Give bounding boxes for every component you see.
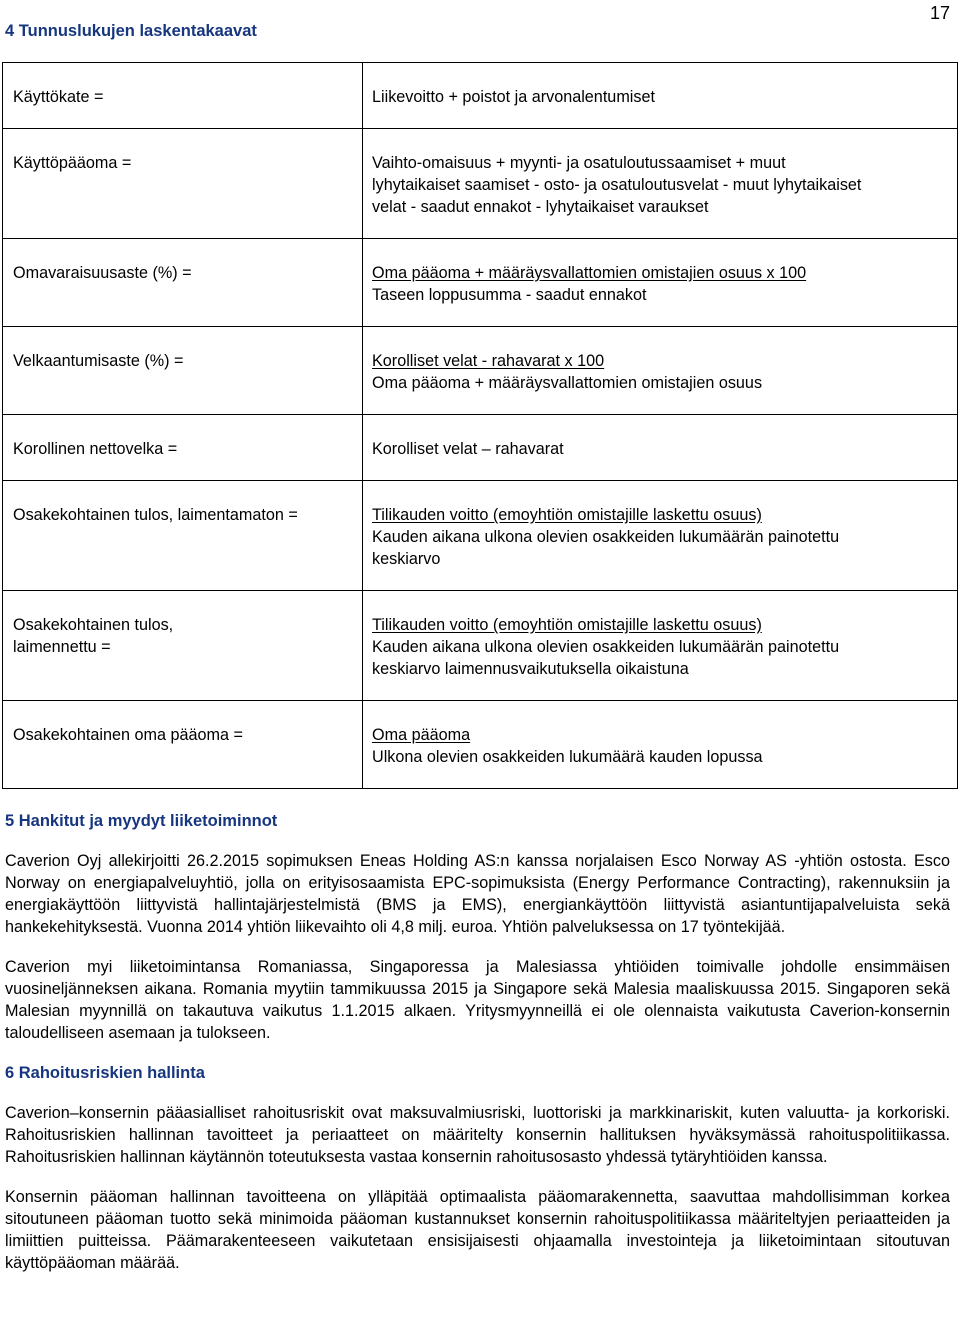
formula-definition-cell bbox=[363, 481, 958, 591]
formula-denominator: keskiarvo bbox=[372, 550, 441, 568]
section-4-heading: 4 Tunnuslukujen laskentakaavat bbox=[5, 22, 257, 40]
formula-label-cell bbox=[3, 239, 363, 327]
formula-definition-cell bbox=[363, 63, 958, 129]
body-text bbox=[5, 810, 950, 1292]
formula-label: Käyttökate = bbox=[13, 88, 104, 106]
formula-definition-cell bbox=[363, 701, 958, 789]
formula-definition-cell bbox=[363, 327, 958, 415]
section-6-paragraph-2: Konsernin pääoman hallinnan tavoitteena on ylläpitää optimaalista pääomarakennetta, saavuttaa mahdollisimman korkea sitoutuneen pääoman tuotto sekä minimoida pääoman kustannukset konsernin rahoituspolitiikassa määriteltyjen periaatteiden ja limiittien puitteissa. Päämarakenteeseen vaikutetaan ensisijaisesti ohjaamalla investointeja ja liiketoimintaan sitoutuvan käyttöpääoman määrää. bbox=[5, 1188, 950, 1272]
formula-row bbox=[3, 701, 958, 789]
formula-label-cell bbox=[3, 415, 363, 481]
section-6-heading: 6 Rahoitusriskien hallinta bbox=[5, 1064, 205, 1082]
formula-denominator: Kauden aikana ulkona olevien osakkeiden lukumäärän painotettu bbox=[372, 528, 840, 546]
formula-expression: Vaihto-omaisuus + myynti- ja osatuloutussaamiset + muut bbox=[372, 154, 786, 172]
formula-label: Velkaantumisaste (%) = bbox=[13, 352, 184, 370]
formula-row bbox=[3, 63, 958, 129]
section-5-paragraph-2: Caverion myi liiketoimintansa Romaniassa, Singaporessa ja Malesiassa yhtiöiden toimivalle johdolle ensimmäisen vuosineljänneksen aikana. Romania myytiin tammikuussa 2015 ja Singapore sekä Malesia maaliskuussa 2015. Singaporen sekä Malesian myynnillä on takautuva vaikutus 1.1.2015 alkaen. Yritysmyynneillä ei ole olennaista vaikutusta Caverion-konsernin taloudelliseen asemaan ja tulokseen. bbox=[5, 958, 950, 1042]
formula-denominator: Kauden aikana ulkona olevien osakkeiden lukumäärän painotettu bbox=[372, 638, 840, 656]
page-number: 17 bbox=[929, 3, 950, 23]
section-5-paragraph-1: Caverion Oyj allekirjoitti 26.2.2015 sopimuksen Eneas Holding AS:n kanssa norjalaisen Esco Norway AS -yhtiön ostosta. Esco Norway on energiapalveluyhtiö, jolla on erityisosaamista EPC-sopimuksista (Energy Performance Contracting), rakennuksiin ja energiakäyttöön liittyvistä hallintajärjestelmistä (BMS ja EMS), energiankäyttöön liittyvistä asiantuntijapalveluista sekä hankekehityksestä. Vuonna 2014 yhtiön liikevaihto oli 4,8 milj. euroa. Yhtiön palveluksessa on 17 työntekijää. bbox=[5, 852, 950, 936]
formula-definition-cell bbox=[363, 239, 958, 327]
formula-definition-cell bbox=[363, 129, 958, 239]
formula-label-cell bbox=[3, 481, 363, 591]
section-6-paragraph-1: Caverion–konsernin pääasialliset rahoitusriskit ovat maksuvalmiusriski, luottoriski ja markkinariskit, kuten valuutta- ja korkoriski. Rahoitusriskien hallinnan tavoitteet ja periaatteet on määritelty konsernin hallituksen hyväksymässä rahoituspolitiikassa. Rahoitusriskien hallinnan käytännön toteutuksesta vastaa konsernin rahoitusosasto yhdessä tytäryhtiöiden kanssa. bbox=[5, 1104, 950, 1166]
formula-label: Käyttöpääoma = bbox=[13, 154, 132, 172]
formula-label-cell bbox=[3, 129, 363, 239]
formula-numerator: Korolliset velat - rahavarat x 100 bbox=[372, 352, 605, 370]
formula-label: Korollinen nettovelka = bbox=[13, 440, 178, 458]
formula-label-cell bbox=[3, 591, 363, 701]
formula-row bbox=[3, 415, 958, 481]
formula-label: Osakekohtainen tulos, bbox=[13, 616, 174, 634]
formula-row bbox=[3, 239, 958, 327]
formula-table bbox=[2, 62, 958, 789]
formula-expression: lyhytaikaiset saamiset - osto- ja osatuloutusvelat - muut lyhytaikaiset bbox=[372, 176, 862, 194]
formula-definition-cell bbox=[363, 591, 958, 701]
formula-row bbox=[3, 591, 958, 701]
formula-label-cell bbox=[3, 701, 363, 789]
formula-row bbox=[3, 129, 958, 239]
formula-label-cell bbox=[3, 63, 363, 129]
formula-expression: velat - saadut ennakot - lyhytaikaiset varaukset bbox=[372, 198, 709, 216]
formula-numerator: Tilikauden voitto (emoyhtiön omistajille laskettu osuus) bbox=[372, 506, 762, 524]
formula-numerator: Oma pääoma + määräysvallattomien omistajien osuus x 100 bbox=[372, 264, 807, 282]
formula-numerator: Oma pääoma bbox=[372, 726, 471, 744]
formula-expression: Korolliset velat – rahavarat bbox=[372, 440, 564, 458]
formula-label: laimennettu = bbox=[13, 638, 111, 656]
formula-definition-cell bbox=[363, 415, 958, 481]
formula-label: Omavaraisuusaste (%) = bbox=[13, 264, 192, 282]
formula-expression: Liikevoitto + poistot ja arvonalentumiset bbox=[372, 88, 655, 106]
formula-denominator: Ulkona olevien osakkeiden lukumäärä kauden lopussa bbox=[372, 748, 763, 766]
formula-denominator: Taseen loppusumma - saadut ennakot bbox=[372, 286, 647, 304]
formula-denominator: keskiarvo laimennusvaikutuksella oikaistuna bbox=[372, 660, 689, 678]
formula-denominator: Oma pääoma + määräysvallattomien omistajien osuus bbox=[372, 374, 763, 392]
formula-label: Osakekohtainen tulos, laimentamaton = bbox=[13, 506, 298, 524]
formula-numerator: Tilikauden voitto (emoyhtiön omistajille laskettu osuus) bbox=[372, 616, 762, 634]
section-5-heading: 5 Hankitut ja myydyt liiketoiminnot bbox=[5, 812, 278, 830]
formula-row bbox=[3, 327, 958, 415]
formula-row bbox=[3, 481, 958, 591]
formula-label-cell bbox=[3, 327, 363, 415]
formula-label: Osakekohtainen oma pääoma = bbox=[13, 726, 243, 744]
